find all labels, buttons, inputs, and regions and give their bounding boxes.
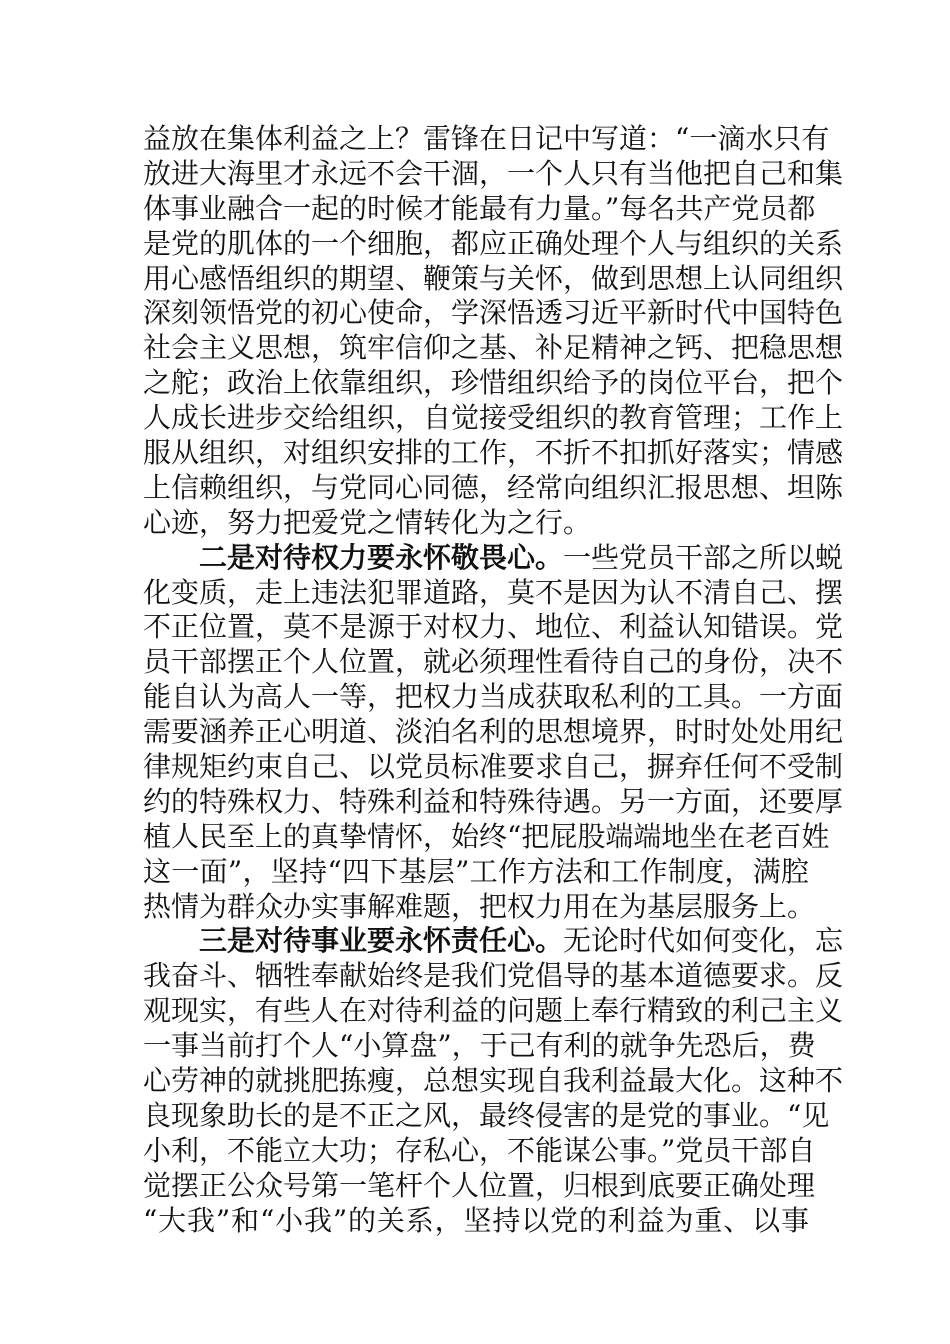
text-line: 服从组织，对组织安排的工作，不折不扣抓好落实；情感	[143, 436, 844, 470]
text-line: 放进大海里才永远不会干涸，一个人只有当他把自己和集	[143, 156, 844, 190]
text-line: 一事当前打个人“小算盘”，于己有利的就争先恐后，费	[143, 1029, 816, 1063]
text-line: 觉摆正公众号第一笔杆个人位置，归根到底要正确处理	[143, 1168, 816, 1202]
text-line: 能自认为高人一等，把权力当成获取私利的工具。一方面	[143, 680, 844, 714]
text-line: 上信赖组织，与党同心同德，经常向组织汇报思想、坦陈	[143, 470, 844, 504]
paragraph-lead-heading: 二是对待权力要永怀敬畏心。	[199, 540, 564, 574]
text-line: 约的特殊权力、特殊利益和特殊待遇。另一方面，还要厚	[143, 784, 844, 818]
text-line: 用心感悟组织的期望、鞭策与关怀，做到思想上认同组织	[143, 261, 844, 295]
paragraph-lead-heading: 三是对待事业要永怀责任心。	[199, 924, 564, 958]
paragraph-first-line	[143, 540, 844, 576]
text-line: 律规矩约束自己、以党员标准要求自己，摒弃任何不受制	[143, 750, 844, 784]
text-line: 植人民至上的真挚情怀，始终“把屁股端端地坐在老百姓	[143, 819, 830, 853]
text-line: 热情为群众办实事解难题，把权力用在为基层服务上。	[143, 889, 816, 923]
text-line: 不正位置，莫不是源于对权力、地位、利益认知错误。党	[143, 610, 844, 644]
text-line: 益放在集体利益之上？雷锋在日记中写道：“一滴水只有	[143, 122, 830, 155]
text-line: 是党的肌体的一个细胞，都应正确处理个人与组织的关系	[143, 226, 844, 260]
text-line: 心迹，努力把爱党之情转化为之行。	[143, 505, 592, 539]
text-line: 之舵；政治上依靠组织，珍惜组织给予的岗位平台，把个	[143, 366, 844, 400]
paragraph-first-line-text: 无论时代如何变化，忘	[563, 924, 844, 958]
text-line: “大我”和“小我”的关系，坚持以党的利益为重、以事	[143, 1203, 809, 1237]
text-line: 观现实，有些人在对待利益的问题上奉行精致的利己主义	[143, 994, 844, 1028]
text-line: 人成长进步交给组织，自觉接受组织的教育管理；工作上	[143, 401, 844, 435]
body-text	[143, 122, 844, 1239]
text-line: 深刻领悟党的初心使命，学深悟透习近平新时代中国特色	[143, 296, 844, 330]
text-line: 员干部摆正个人位置，就必须理性看待自己的身份，决不	[143, 645, 844, 679]
text-line: 体事业融合一起的时候才能最有力量。”每名共产党员都	[143, 191, 816, 225]
paragraph-first-line	[143, 924, 844, 959]
paragraph-first-line-text: 一些党员干部之所以蜕	[563, 540, 844, 574]
text-line: 需要涵养正心明道、淡泊名利的思想境界，时时处处用纪	[143, 715, 844, 749]
text-line: 小利，不能立大功；存私心，不能谋公事。”党员干部自	[143, 1133, 816, 1167]
text-line: 化变质，走上违法犯罪道路，莫不是因为认不清自己、摆	[143, 575, 844, 609]
text-line: 心劳神的就挑肥拣瘦，总想实现自我利益最大化。这种不	[143, 1064, 844, 1098]
text-line: 良现象助长的是不正之风，最终侵害的是党的事业。“见	[143, 1098, 830, 1132]
text-line: 这一面”，坚持“四下基层”工作方法和工作制度，满腔	[143, 854, 809, 888]
text-line: 我奋斗、牺牲奉献始终是我们党倡导的基本道德要求。反	[143, 959, 844, 993]
text-line: 社会主义思想，筑牢信仰之基、补足精神之钙、把稳思想	[143, 331, 844, 365]
